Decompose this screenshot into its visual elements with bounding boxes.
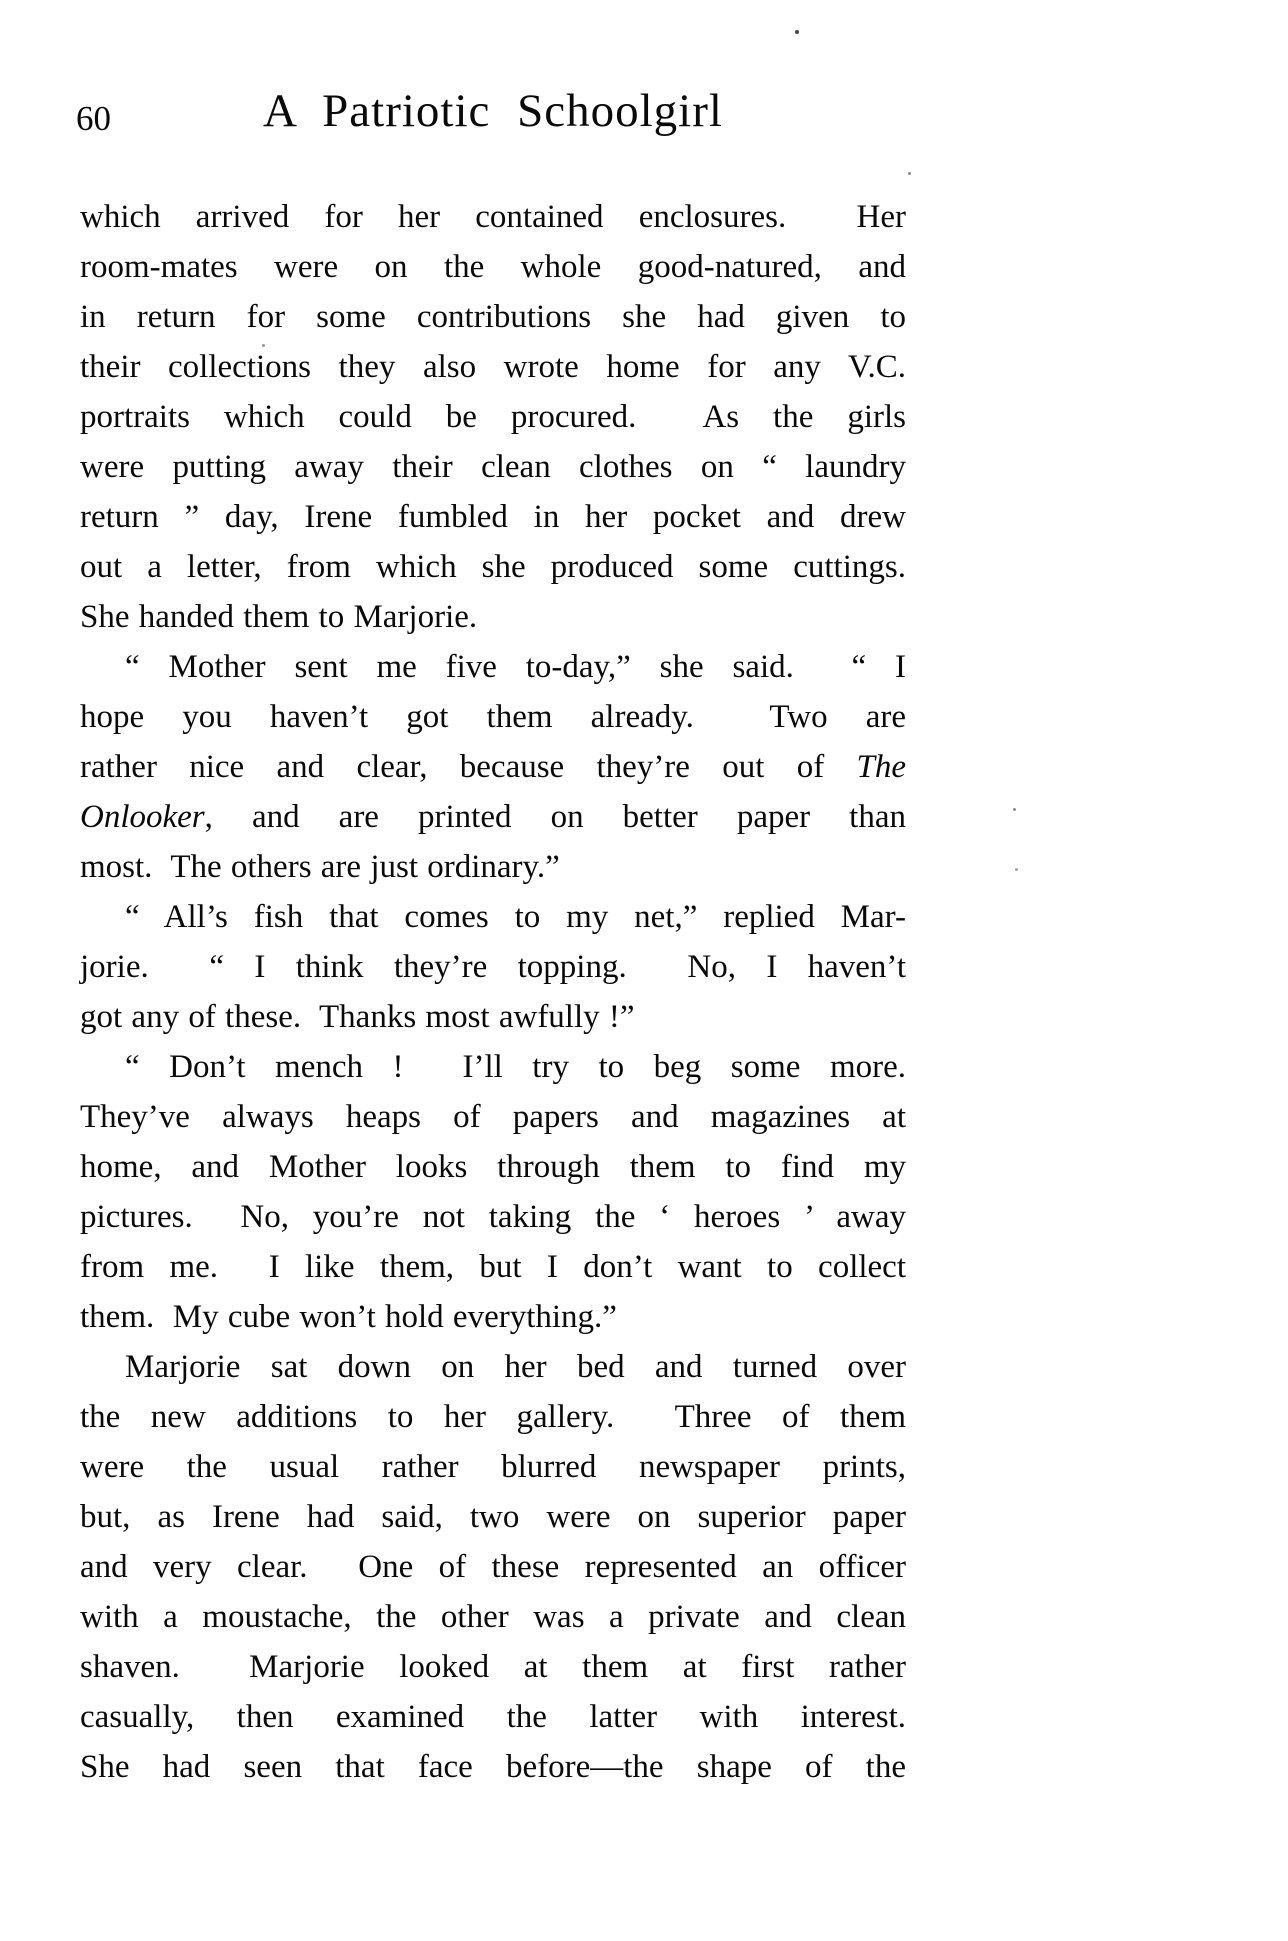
text-line: with a moustache, the other was a private and clean	[80, 1599, 906, 1635]
text-line: and very clear. One of these represented an officer	[80, 1549, 906, 1585]
text-line: which arrived for her contained enclosures. Her	[80, 199, 906, 235]
text-line: but, as Irene had said, two were on superior paper	[80, 1499, 906, 1535]
text-line: return ” day, Irene fumbled in her pocket and drew	[80, 499, 906, 535]
text-line: jorie. “ I think they’re topping. No, I haven’t	[80, 949, 906, 985]
scan-speck	[795, 30, 799, 34]
scan-speck	[1013, 808, 1016, 811]
text-line: their collections they also wrote home for any V.C.	[80, 349, 906, 385]
text-line: pictures. No, you’re not taking the ‘ heroes ’ away	[80, 1199, 906, 1235]
text-line: “ Don’t mench ! I’ll try to beg some more.	[125, 1049, 906, 1085]
page-number: 60	[76, 99, 111, 138]
text-line: hope you haven’t got them already. Two are	[80, 699, 906, 735]
scan-speck	[1015, 868, 1018, 871]
text-line: shaven. Marjorie looked at them at first rather	[80, 1649, 906, 1685]
text-line: the new additions to her gallery. Three of them	[80, 1399, 906, 1435]
text-line: got any of these. Thanks most awfully !”	[80, 999, 635, 1035]
text-line: portraits which could be procured. As the girls	[80, 399, 906, 435]
text-line: in return for some contributions she had given to	[80, 299, 906, 335]
text-line: Marjorie sat down on her bed and turned over	[125, 1349, 906, 1385]
running-header-title: A Patriotic Schoolgirl	[263, 85, 723, 137]
text-line: rather nice and clear, because they’re out of The	[80, 749, 906, 785]
text-line: She had seen that face before—the shape of the	[80, 1749, 906, 1785]
text-line: them. My cube won’t hold everything.”	[80, 1299, 617, 1335]
text-line: were the usual rather blurred newspaper prints,	[80, 1449, 906, 1485]
page-body	[80, 192, 906, 1792]
text-line: were putting away their clean clothes on “ laundry	[80, 449, 906, 485]
text-line: home, and Mother looks through them to find my	[80, 1149, 906, 1185]
scan-speck	[262, 344, 265, 347]
text-line: from me. I like them, but I don’t want to collect	[80, 1249, 906, 1285]
text-line: casually, then examined the latter with interest.	[80, 1699, 906, 1735]
text-line: room-mates were on the whole good-natured, and	[80, 249, 906, 285]
text-line: out a letter, from which she produced some cuttings.	[80, 549, 906, 585]
text-line: She handed them to Marjorie.	[80, 599, 478, 635]
scan-speck	[908, 172, 911, 175]
text-line: “ All’s fish that comes to my net,” replied Mar-	[125, 899, 906, 935]
text-line: Onlooker, and are printed on better paper than	[80, 799, 906, 835]
text-line: “ Mother sent me five to-day,” she said. “ I	[125, 649, 906, 685]
text-line: They’ve always heaps of papers and magazines at	[80, 1099, 906, 1135]
text-line: most. The others are just ordinary.”	[80, 849, 560, 885]
